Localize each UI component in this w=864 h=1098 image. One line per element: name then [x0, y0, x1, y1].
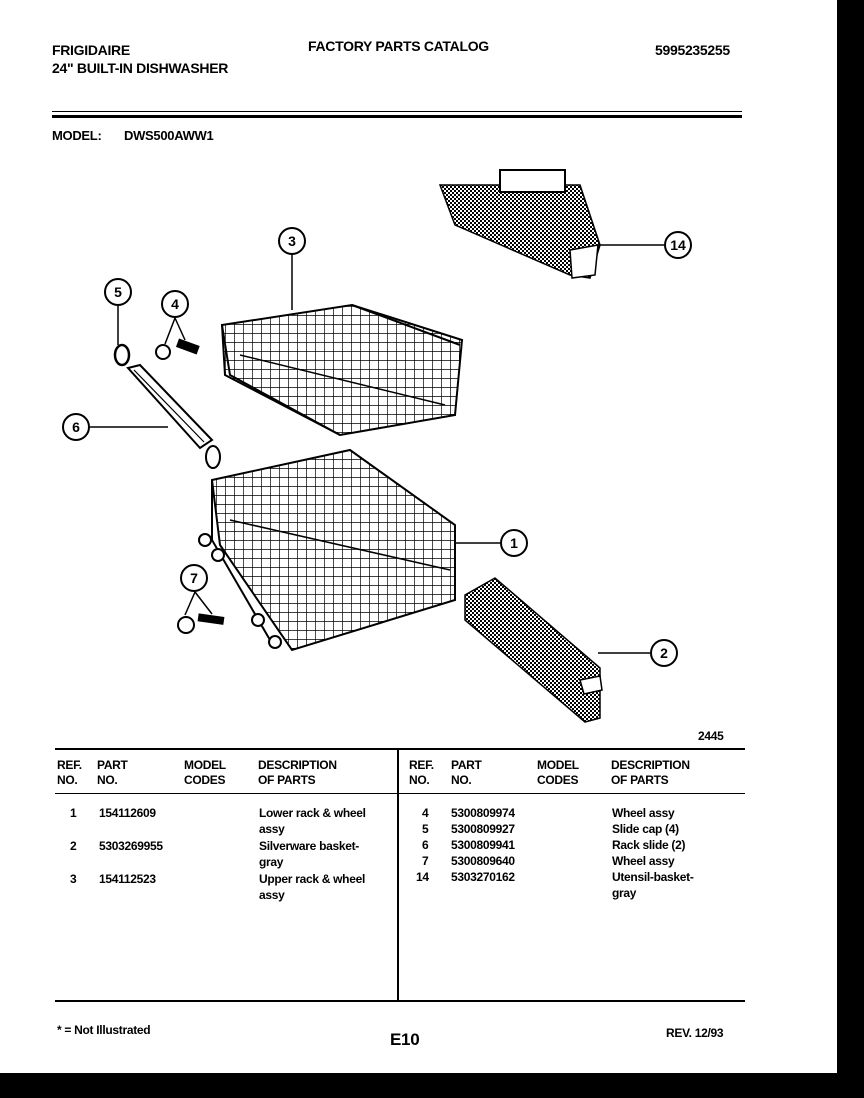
- part-no: 5300809974: [451, 806, 515, 820]
- ref-no: 4: [422, 806, 429, 820]
- header-description: DESCRIPTION OF PARTS: [258, 758, 337, 787]
- lower-rack-drawing: [199, 450, 455, 650]
- callout-1: 1: [500, 529, 528, 557]
- silverware-basket-drawing: [465, 578, 602, 722]
- table-top-rule: [55, 748, 745, 750]
- description: Lower rack & wheel assy: [259, 806, 366, 836]
- part-no: 5300809640: [451, 854, 515, 868]
- header-description-right: DESCRIPTION OF PARTS: [611, 758, 690, 787]
- not-illustrated-note: * = Not Illustrated: [57, 1023, 151, 1037]
- table-header-rule: [55, 793, 745, 794]
- brand-name: FRIGIDAIRE: [52, 42, 130, 58]
- description: Rack slide (2): [612, 838, 686, 852]
- description: Utensil-basket- gray: [612, 870, 694, 900]
- ref-no: 14: [416, 870, 429, 884]
- description: Silverware basket- gray: [259, 839, 359, 869]
- wheel-drawing: [156, 345, 170, 359]
- part-no: 5303270162: [451, 870, 515, 884]
- description: Wheel assy: [612, 854, 675, 868]
- header-ref-no-right: REF. NO.: [409, 758, 434, 787]
- callout-2: 2: [650, 639, 678, 667]
- part-no: 5303269955: [99, 839, 163, 853]
- slide-cap-drawing: [115, 345, 129, 365]
- part-no: 5300809941: [451, 838, 515, 852]
- catalog-title: FACTORY PARTS CATALOG: [308, 38, 489, 54]
- page-number: E10: [390, 1030, 420, 1049]
- callout-6: 6: [62, 413, 90, 441]
- description: Upper rack & wheel assy: [259, 872, 365, 902]
- callout-4: 4: [161, 290, 189, 318]
- ref-no: 1: [70, 806, 77, 820]
- rack-slide-drawing: [128, 365, 220, 468]
- part-no: 5300809927: [451, 822, 515, 836]
- table-divider: [397, 748, 399, 1000]
- header-part-no-right: PART NO.: [451, 758, 482, 787]
- callout-5: 5: [104, 278, 132, 306]
- model-label: MODEL:: [52, 128, 102, 143]
- ref-no: 3: [70, 872, 77, 886]
- ref-no: 7: [422, 854, 429, 868]
- part-no: 154112609: [99, 806, 156, 820]
- callout-7: 7: [180, 564, 208, 592]
- header-part-no: PART NO.: [97, 758, 128, 787]
- header-model-codes: MODEL CODES: [184, 758, 226, 787]
- figure-number: 2445: [698, 729, 724, 743]
- utensil-basket-drawing: [440, 170, 600, 278]
- ref-no: 2: [70, 839, 77, 853]
- product-name: 24" BUILT-IN DISHWASHER: [52, 60, 229, 76]
- upper-rack-drawing: [222, 305, 462, 435]
- ref-no: 6: [422, 838, 429, 852]
- wheel-drawing-7: [178, 617, 194, 633]
- part-no: 154112523: [99, 872, 156, 886]
- revision: REV. 12/93: [666, 1026, 724, 1040]
- description: Wheel assy: [612, 806, 675, 820]
- header-ref-no: REF. NO.: [57, 758, 82, 787]
- header-model-codes-right: MODEL CODES: [537, 758, 579, 787]
- model-value: DWS500AWW1: [124, 128, 214, 143]
- catalog-number: 5995235255: [655, 42, 730, 58]
- table-bottom-rule: [55, 1000, 745, 1002]
- wheel-axle-drawing: [176, 338, 200, 354]
- callout-14: 14: [664, 231, 692, 259]
- description: Slide cap (4): [612, 822, 679, 836]
- callout-3: 3: [278, 227, 306, 255]
- ref-no: 5: [422, 822, 429, 836]
